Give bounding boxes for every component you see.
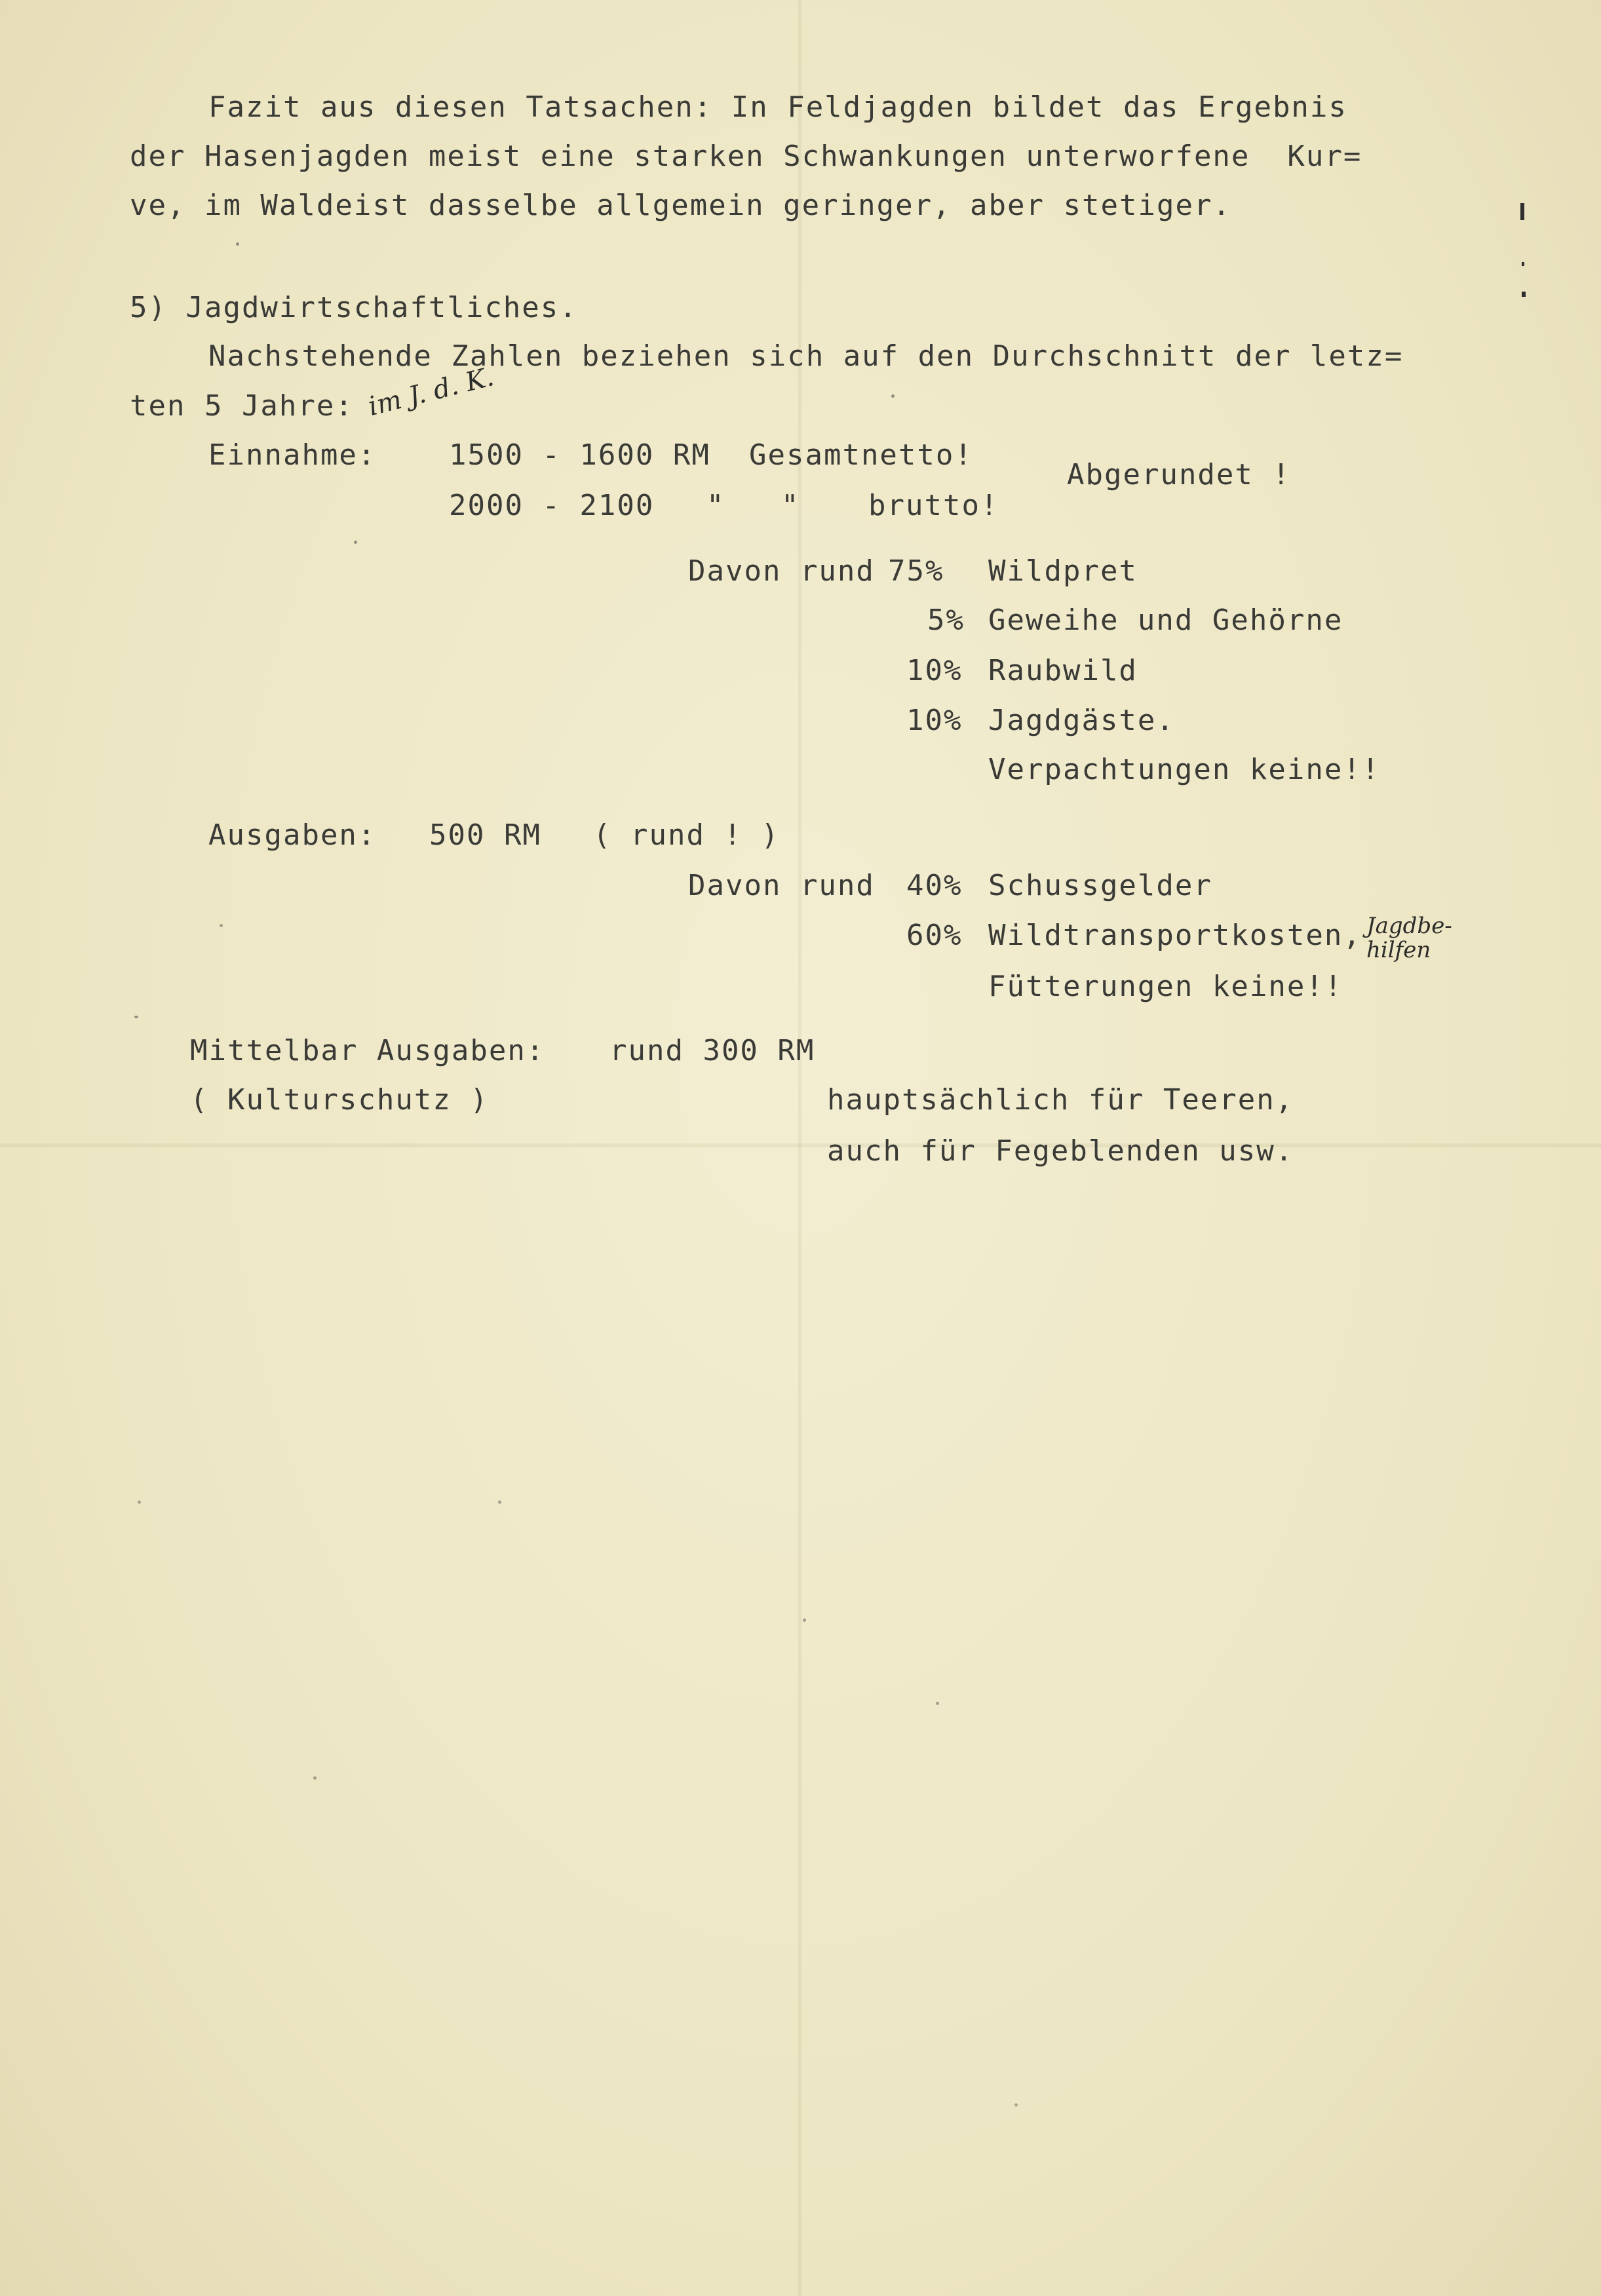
ink-speck: [236, 242, 239, 246]
conclusion-line-3: ve, im Waldeist dasselbe allgemein geringer, aber stetiger.: [130, 189, 1231, 222]
expenses-breakdown-lead: Davon rund: [688, 869, 875, 902]
ink-speck: [936, 1702, 939, 1705]
indirect-label: Mittelbar Ausgaben:: [190, 1034, 545, 1067]
ink-speck: [803, 1618, 806, 1622]
income-breakdown-pct: 10%: [906, 704, 963, 737]
ink-speck: [138, 1501, 141, 1504]
margin-mark: [1520, 203, 1524, 220]
ink-speck: [354, 541, 357, 544]
income-label: Einnahme:: [208, 438, 377, 472]
handwritten-annotation: Jagdbe- hilfen: [1366, 913, 1452, 964]
conclusion-line-2: der Hasenjagden meist eine starken Schwankungen unterworfene Kur=: [130, 140, 1362, 173]
indirect-detail-1: hauptsächlich für Teeren,: [827, 1083, 1294, 1117]
expenses-feeding: Fütterungen keine!!: [988, 970, 1343, 1003]
expenses-breakdown-pct: 40%: [906, 869, 963, 902]
indirect-paren: ( Kulturschutz ): [190, 1083, 489, 1117]
income-breakdown-item: Geweihe und Gehörne: [988, 603, 1343, 637]
expenses-breakdown-pct: 60%: [906, 919, 963, 952]
indirect-amount: rund 300 RM: [609, 1034, 815, 1067]
ink-speck: [134, 1016, 138, 1018]
handwritten-annotation: im J. d. K.: [365, 362, 497, 422]
indirect-detail-2: auch für Fegeblenden usw.: [827, 1134, 1294, 1168]
margin-mark: [1522, 292, 1526, 297]
section-intro-line-1: Nachstehende Zahlen beziehen sich auf den Durchschnitt der letz=: [208, 339, 1404, 373]
expenses-amount: 500 RM: [429, 818, 541, 852]
ink-speck: [313, 1776, 317, 1780]
income-row1-desc: Gesamtnetto!: [749, 438, 973, 472]
income-row2-ditto: " ": [706, 489, 800, 522]
ink-speck: [220, 924, 223, 927]
ink-speck: [891, 394, 895, 398]
section-heading: 5) Jagdwirtschaftliches.: [130, 291, 578, 324]
expenses-approx: ( rund ! ): [593, 818, 780, 852]
conclusion-line-1: Fazit aus diesen Tatsachen: In Feldjagden bildet das Ergebnis: [208, 90, 1347, 124]
income-row2-desc: brutto!: [868, 489, 999, 522]
income-breakdown-item: Wildpret: [988, 554, 1138, 588]
income-breakdown-pct: 10%: [906, 654, 963, 687]
expenses-breakdown-item: Wildtransportkosten,: [988, 919, 1362, 952]
income-row2-range: 2000 - 2100: [449, 489, 655, 522]
expenses-breakdown-item: Schussgelder: [988, 869, 1212, 902]
income-breakdown-lead: Davon rund: [688, 554, 875, 588]
section-intro-line-2: ten 5 Jahre:: [130, 389, 354, 423]
income-leases: Verpachtungen keine!!: [988, 753, 1381, 786]
income-breakdown-pct: 5%: [927, 603, 965, 637]
income-breakdown-pct: 75%: [888, 554, 944, 588]
income-note: Abgerundet !: [1067, 458, 1291, 491]
income-breakdown-item: Jagdgäste.: [988, 704, 1175, 737]
ink-speck: [1014, 2103, 1018, 2107]
income-breakdown-item: Raubwild: [988, 654, 1138, 687]
margin-mark: [1522, 262, 1524, 266]
income-row1-range: 1500 - 1600 RM: [449, 438, 710, 472]
expenses-label: Ausgaben:: [208, 818, 377, 852]
ink-speck: [498, 1501, 501, 1504]
